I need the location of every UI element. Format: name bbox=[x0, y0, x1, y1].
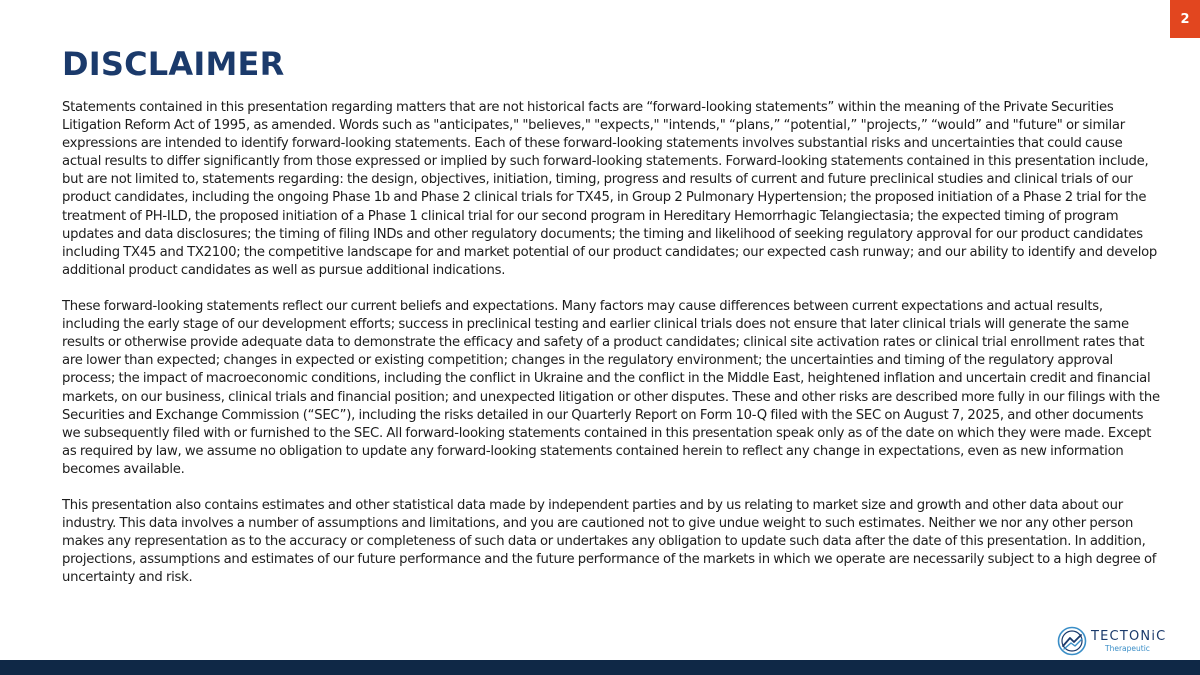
disclaimer-paragraph-statistical-data: This presentation also contains estimates and other statistical data made by independent parties and by us relating to market size and growth and other data about our industry. This data involves a number of assumptions and limitations, and you are cautioned not to give undue weight to such estimates. Neither we nor any other person makes any representation as to the accuracy or completeness of such data or undertakes any obligation to update such data after the date of this presentation. In addition, projections, assumptions and estimates of our future performance and the future performance of the markets in which we operate are necessarily subject to a high degree of uncertainty and risk. bbox=[62, 498, 1157, 586]
tectonic-logo-icon bbox=[1057, 626, 1087, 656]
footer-bar bbox=[0, 660, 1200, 675]
page-number-badge: 2 bbox=[1170, 0, 1200, 38]
disclaimer-body bbox=[62, 99, 1162, 606]
disclaimer-paragraph-forward-looking: Statements contained in this presentation regarding matters that are not historical facts are “forward-looking statements” within the meaning of the Private Securities Litigation Reform Act of 1995, as amended. Words such as "anticipates," "believes," "expects," "intends," “plans,” “potential,” "projects,” “would” and "future" or similar expressions are intended to identify forward-looking statements. Each of these forward-looking statements involves substantial risks and uncertainties that could cause actual results to differ significantly from those expressed or implied by such forward-looking statements. Forward-looking statements contained in this presentation include, but are not limited to, statements regarding: the design, objectives, initiation, timing, progress and results of current and future preclinical studies and clinical trials of our product candidates, including the ongoing Phase 1b and Phase 2 clinical trials for TX45, in Group 2 Pulmonary Hypertension; the proposed initiation of a Phase 2 trial for the treatment of PH-ILD, the proposed initiation of a Phase 1 clinical trial for our second program in Hereditary Hemorrhagic Telangiectasia; the expected timing of program updates and data disclosures; the timing of filing INDs and other regulatory documents; the timing and likelihood of seeking regulatory approval for our product candidates including TX45 and TX2100; the competitive landscape for and market potential of our product candidates; our expected cash runway; and our ability to identify and develop additional product candidates as well as pursue additional indications. bbox=[62, 100, 1158, 278]
company-logo bbox=[1057, 624, 1181, 658]
logo-name: TECTONiC bbox=[1091, 628, 1167, 644]
logo-wordmark bbox=[1091, 630, 1166, 653]
slide-title: DISCLAIMER bbox=[62, 45, 285, 83]
logo-subtitle: Therapeutic bbox=[1105, 643, 1150, 653]
disclaimer-paragraph-risk-factors: These forward-looking statements reflect our current beliefs and expectations. Many factors may cause differences between current expectations and actual results, including the early stage of our development efforts; success in preclinical testing and earlier clinical trials does not ensure that later clinical trials will generate the same results or otherwise provide adequate data to demonstrate the efficacy and safety of a product candidates; clinical site activation rates or clinical trial enrollment rates that are lower than expected; changes in expected or existing competition; changes in the regulatory environment; the uncertainties and timing of the regulatory approval process; the impact of macroeconomic conditions, including the conflict in Ukraine and the conflict in the Middle East, heightened inflation and uncertain credit and financial markets, on our business, clinical trials and financial position; and unexpected litigation or other disputes. These and other risks are described more fully in our filings with the Securities and Exchange Commission (“SEC”), including the risks detailed in our Quarterly Report on Form 10-Q filed with the SEC on August 7, 2025, and other documents we subsequently filed with or furnished to the SEC. All forward-looking statements contained in this presentation speak only as of the date on which they were made. Except as required by law, we assume no obligation to update any forward-looking statements contained herein to reflect any change in expectations, even as new information becomes available. bbox=[62, 299, 1160, 477]
